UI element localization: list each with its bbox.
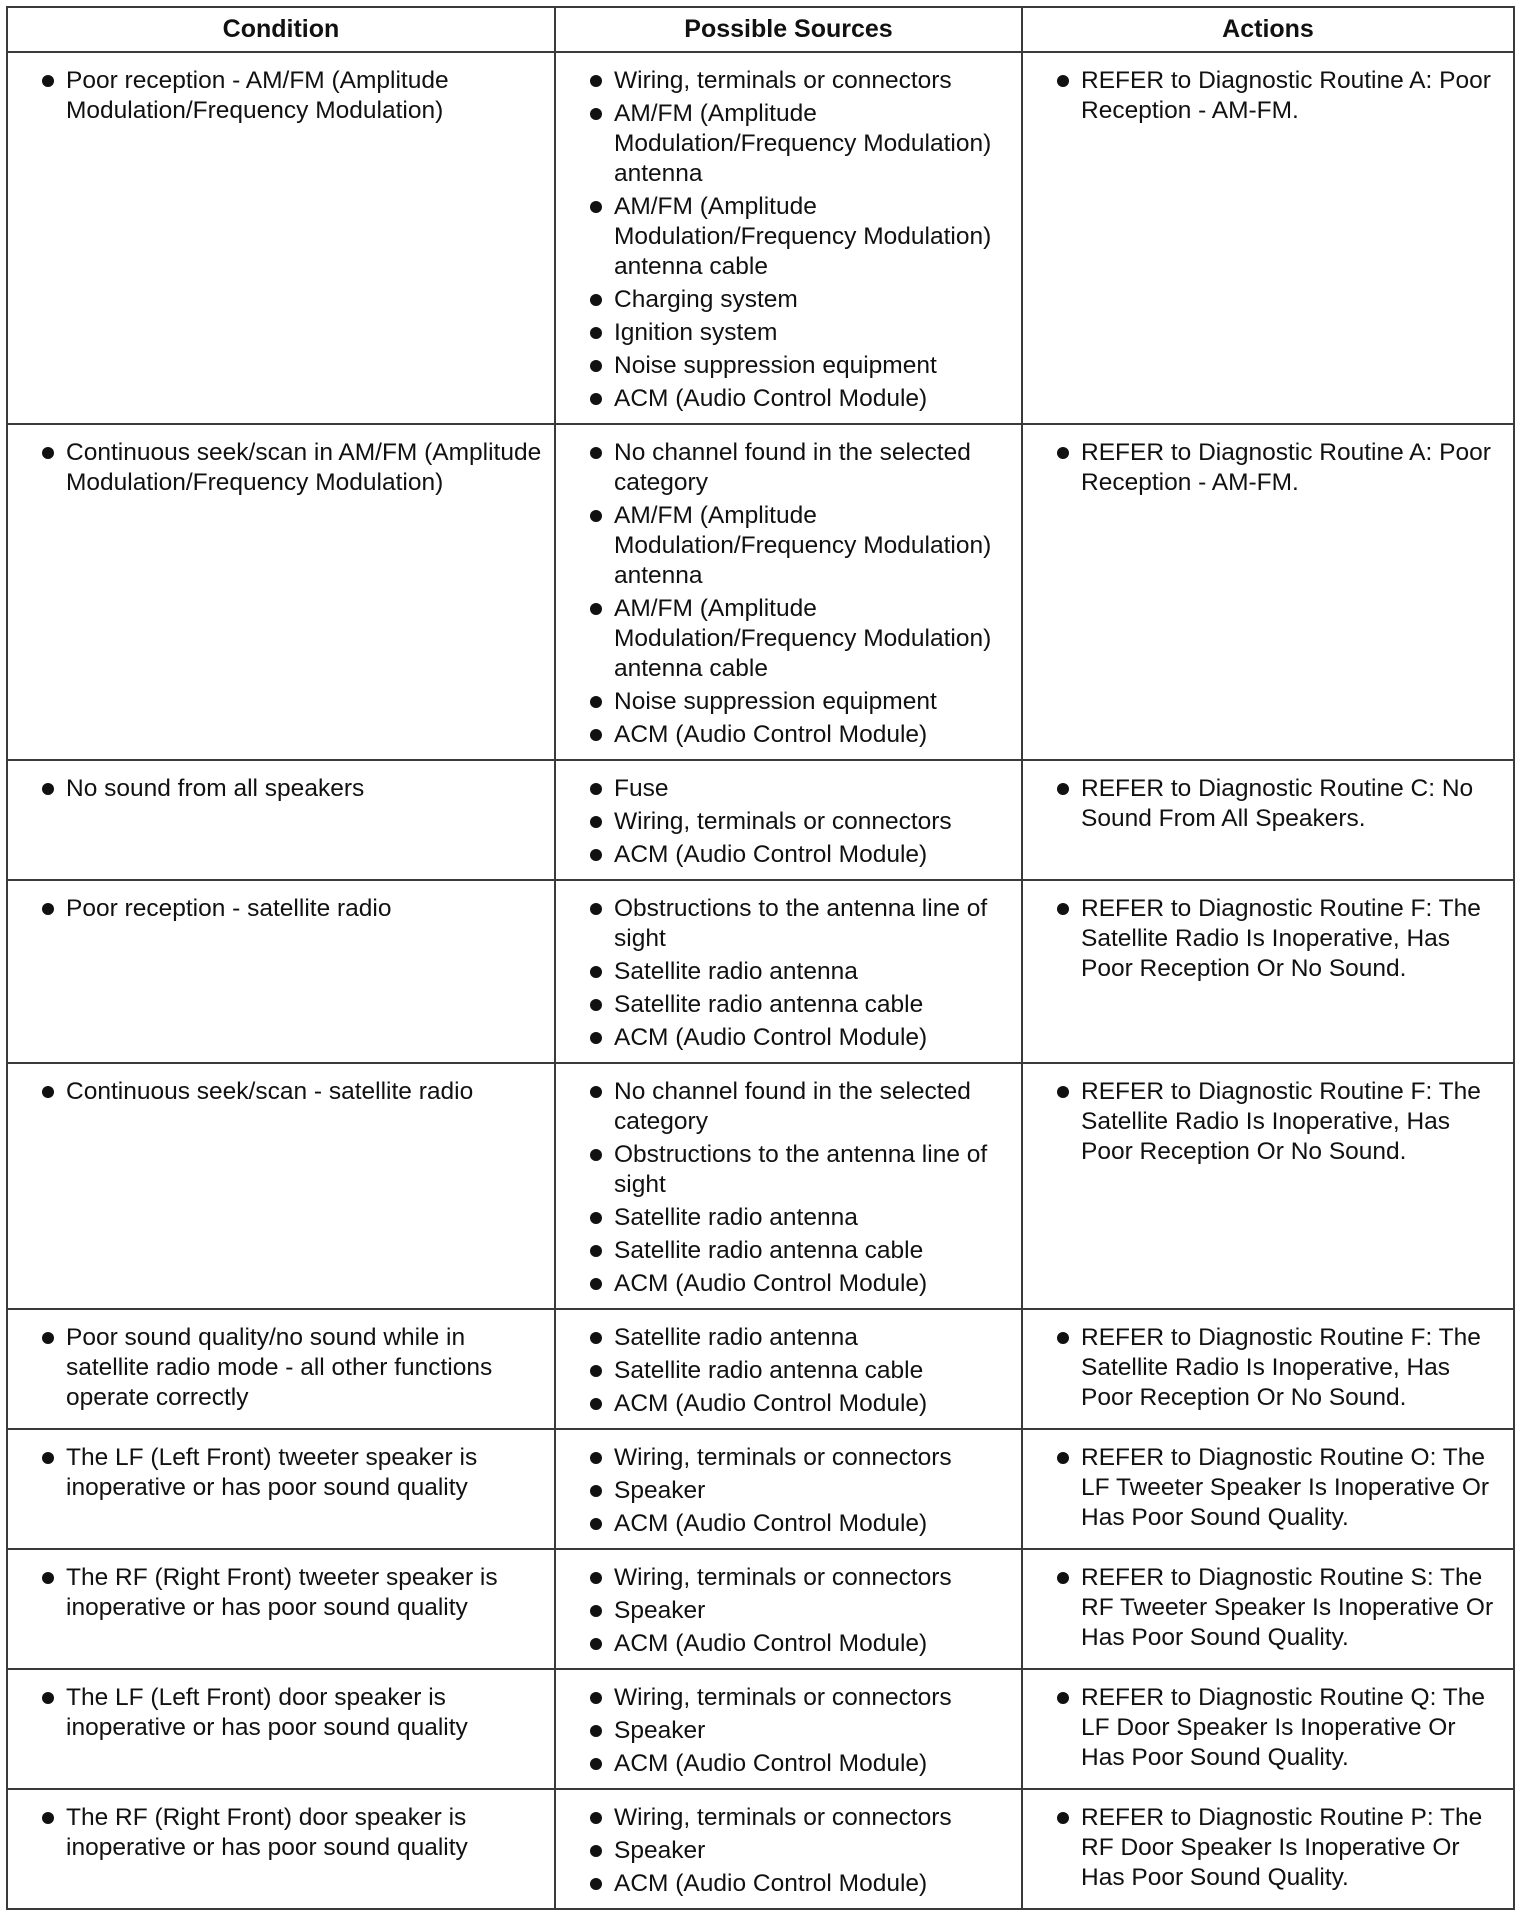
bullet-icon — [590, 1365, 602, 1377]
header-row — [7, 7, 1514, 52]
source-item-text: Speaker — [614, 1717, 706, 1744]
actions-cell — [1022, 1549, 1514, 1669]
source-item — [564, 1269, 1013, 1299]
bullet-icon — [42, 1452, 54, 1464]
table-row — [7, 760, 1514, 880]
source-item-text: Wiring, terminals or connectors — [614, 67, 952, 94]
source-item — [564, 957, 1013, 987]
condition-cell — [7, 880, 555, 1063]
bullet-list — [1031, 438, 1505, 498]
bullet-list — [16, 438, 546, 498]
condition-item-text: Continuous seek/scan in AM/FM (Amplitude Modulation/Frequency Modulation) — [66, 439, 542, 496]
source-item-text: Fuse — [614, 775, 669, 802]
condition-item — [16, 1443, 546, 1503]
source-item — [564, 1596, 1013, 1626]
bullet-icon — [1057, 1692, 1069, 1704]
source-item-text: ACM (Audio Control Module) — [614, 1024, 928, 1051]
table-row — [7, 1549, 1514, 1669]
bullet-list — [1031, 1563, 1505, 1653]
source-item — [564, 1023, 1013, 1053]
source-item — [564, 807, 1013, 837]
source-item-text: AM/FM (Amplitude Modulation/Frequency Modulation) antenna cable — [614, 193, 992, 280]
condition-item — [16, 1323, 546, 1413]
bullet-list — [564, 438, 1013, 750]
bullet-list — [1031, 1683, 1505, 1773]
bullet-list — [1031, 1443, 1505, 1533]
source-item-text: Wiring, terminals or connectors — [614, 1564, 952, 1591]
condition-item — [16, 1077, 546, 1107]
bullet-icon — [42, 447, 54, 459]
bullet-list — [16, 1803, 546, 1863]
actions-cell — [1022, 1789, 1514, 1909]
source-item — [564, 1869, 1013, 1899]
bullet-list — [564, 894, 1013, 1053]
source-item — [564, 1443, 1013, 1473]
bullet-icon — [590, 294, 602, 306]
condition-item — [16, 894, 546, 924]
bullet-icon — [1057, 1332, 1069, 1344]
bullet-list — [1031, 774, 1505, 834]
bullet-icon — [42, 1572, 54, 1584]
source-item — [564, 1803, 1013, 1833]
bullet-list — [16, 1683, 546, 1743]
source-item — [564, 192, 1013, 282]
condition-item-text: The RF (Right Front) door speaker is inoperative or has poor sound quality — [66, 1804, 468, 1861]
source-item-text: Satellite radio antenna — [614, 958, 858, 985]
source-item — [564, 720, 1013, 750]
source-item — [564, 285, 1013, 315]
sources-cell — [555, 1429, 1022, 1549]
source-item-text: AM/FM (Amplitude Modulation/Frequency Modulation) antenna — [614, 100, 992, 187]
bullet-icon — [590, 603, 602, 615]
table-row — [7, 1789, 1514, 1909]
bullet-list — [16, 66, 546, 126]
actions-cell — [1022, 1429, 1514, 1549]
table-row — [7, 52, 1514, 424]
action-item-text: REFER to Diagnostic Routine O: The LF Tweeter Speaker Is Inoperative Or Has Poor Sound Quality. — [1081, 1444, 1490, 1531]
bullet-icon — [590, 1212, 602, 1224]
header-possible-sources: Possible Sources — [555, 7, 1022, 52]
action-item — [1031, 66, 1505, 126]
actions-cell — [1022, 880, 1514, 1063]
bullet-list — [564, 66, 1013, 414]
source-item — [564, 501, 1013, 591]
source-item-text: ACM (Audio Control Module) — [614, 1510, 928, 1537]
source-item-text: ACM (Audio Control Module) — [614, 1630, 928, 1657]
source-item — [564, 66, 1013, 96]
table-row — [7, 1669, 1514, 1789]
sources-cell — [555, 1309, 1022, 1429]
action-item-text: REFER to Diagnostic Routine A: Poor Reception - AM-FM. — [1081, 67, 1491, 124]
condition-item-text: Poor sound quality/no sound while in satellite radio mode - all other functions operate correctly — [66, 1324, 493, 1411]
source-item — [564, 438, 1013, 498]
condition-cell — [7, 1063, 555, 1309]
actions-cell — [1022, 424, 1514, 760]
sources-cell — [555, 1063, 1022, 1309]
sources-cell — [555, 1669, 1022, 1789]
source-item-text: Noise suppression equipment — [614, 352, 937, 379]
bullet-icon — [1057, 783, 1069, 795]
condition-cell — [7, 1549, 555, 1669]
bullet-icon — [590, 1245, 602, 1257]
bullet-icon — [1057, 1086, 1069, 1098]
bullet-icon — [590, 360, 602, 372]
bullet-icon — [590, 108, 602, 120]
source-item-text: No channel found in the selected category — [614, 1078, 971, 1135]
condition-cell — [7, 1669, 555, 1789]
condition-item-text: No sound from all speakers — [66, 775, 365, 802]
action-item-text: REFER to Diagnostic Routine F: The Satellite Radio Is Inoperative, Has Poor Reception Or No Sound. — [1081, 1324, 1481, 1411]
source-item-text: ACM (Audio Control Module) — [614, 1390, 928, 1417]
bullet-icon — [1057, 1452, 1069, 1464]
bullet-icon — [1057, 1812, 1069, 1824]
table-row — [7, 1309, 1514, 1429]
action-item — [1031, 774, 1505, 834]
bullet-icon — [42, 1812, 54, 1824]
source-item-text: Satellite radio antenna — [614, 1204, 858, 1231]
source-item-text: Satellite radio antenna cable — [614, 1237, 924, 1264]
bullet-list — [564, 1077, 1013, 1299]
bullet-list — [16, 774, 546, 804]
bullet-icon — [590, 201, 602, 213]
bullet-list — [16, 1563, 546, 1623]
bullet-icon — [590, 696, 602, 708]
actions-cell — [1022, 1063, 1514, 1309]
condition-item — [16, 1803, 546, 1863]
source-item — [564, 318, 1013, 348]
source-item-text: Charging system — [614, 286, 798, 313]
source-item — [564, 1716, 1013, 1746]
bullet-icon — [590, 783, 602, 795]
bullet-icon — [590, 1758, 602, 1770]
source-item-text: Noise suppression equipment — [614, 688, 937, 715]
bullet-icon — [590, 729, 602, 741]
bullet-list — [16, 1077, 546, 1107]
source-item — [564, 1389, 1013, 1419]
condition-cell — [7, 1429, 555, 1549]
source-item-text: Wiring, terminals or connectors — [614, 808, 952, 835]
actions-cell — [1022, 760, 1514, 880]
source-item-text: AM/FM (Amplitude Modulation/Frequency Modulation) antenna — [614, 502, 992, 589]
bullet-icon — [590, 327, 602, 339]
sources-cell — [555, 880, 1022, 1063]
bullet-icon — [590, 1878, 602, 1890]
table-row — [7, 880, 1514, 1063]
bullet-icon — [590, 1518, 602, 1530]
actions-cell — [1022, 1309, 1514, 1429]
bullet-icon — [590, 1086, 602, 1098]
bullet-icon — [590, 1452, 602, 1464]
sources-cell — [555, 1789, 1022, 1909]
bullet-icon — [42, 903, 54, 915]
action-item-text: REFER to Diagnostic Routine F: The Satellite Radio Is Inoperative, Has Poor Reception Or No Sound. — [1081, 895, 1481, 982]
bullet-list — [1031, 1803, 1505, 1893]
action-item-text: REFER to Diagnostic Routine F: The Satellite Radio Is Inoperative, Has Poor Reception Or No Sound. — [1081, 1078, 1481, 1165]
source-item-text: ACM (Audio Control Module) — [614, 385, 928, 412]
source-item — [564, 594, 1013, 684]
action-item — [1031, 1077, 1505, 1167]
source-item-text: Wiring, terminals or connectors — [614, 1444, 952, 1471]
bullet-list — [1031, 66, 1505, 126]
actions-cell — [1022, 1669, 1514, 1789]
bullet-icon — [590, 1572, 602, 1584]
bullet-icon — [590, 966, 602, 978]
source-item-text: Speaker — [614, 1597, 706, 1624]
source-item-text: ACM (Audio Control Module) — [614, 1270, 928, 1297]
source-item — [564, 894, 1013, 954]
bullet-icon — [590, 1812, 602, 1824]
source-item-text: Obstructions to the antenna line of sight — [614, 1141, 988, 1198]
table-row — [7, 424, 1514, 760]
condition-item-text: The LF (Left Front) door speaker is inoperative or has poor sound quality — [66, 1684, 468, 1741]
source-item — [564, 1836, 1013, 1866]
action-item — [1031, 438, 1505, 498]
bullet-icon — [590, 1845, 602, 1857]
bullet-icon — [590, 1692, 602, 1704]
bullet-icon — [1057, 1572, 1069, 1584]
source-item-text: ACM (Audio Control Module) — [614, 841, 928, 868]
action-item-text: REFER to Diagnostic Routine C: No Sound From All Speakers. — [1081, 775, 1474, 832]
action-item-text: REFER to Diagnostic Routine S: The RF Tweeter Speaker Is Inoperative Or Has Poor Sound Quality. — [1081, 1564, 1494, 1651]
bullet-icon — [590, 1485, 602, 1497]
bullet-icon — [1057, 75, 1069, 87]
bullet-icon — [42, 75, 54, 87]
bullet-icon — [590, 510, 602, 522]
bullet-icon — [1057, 447, 1069, 459]
condition-cell — [7, 424, 555, 760]
bullet-icon — [590, 75, 602, 87]
bullet-icon — [590, 1278, 602, 1290]
bullet-icon — [590, 1605, 602, 1617]
source-item-text: ACM (Audio Control Module) — [614, 721, 928, 748]
source-item — [564, 1476, 1013, 1506]
bullet-list — [16, 894, 546, 924]
bullet-list — [564, 1443, 1013, 1539]
source-item — [564, 1683, 1013, 1713]
condition-item — [16, 1563, 546, 1623]
source-item — [564, 99, 1013, 189]
diagnosis-table — [6, 6, 1515, 1910]
source-item — [564, 840, 1013, 870]
bullet-icon — [590, 1725, 602, 1737]
bullet-icon — [1057, 903, 1069, 915]
header-actions: Actions — [1022, 7, 1514, 52]
sources-cell — [555, 1549, 1022, 1669]
bullet-list — [564, 1563, 1013, 1659]
condition-item-text: The RF (Right Front) tweeter speaker is inoperative or has poor sound quality — [66, 1564, 498, 1621]
bullet-icon — [590, 1332, 602, 1344]
table-body — [7, 52, 1514, 1909]
bullet-icon — [590, 1398, 602, 1410]
table-header — [7, 7, 1514, 52]
bullet-list — [564, 1683, 1013, 1779]
bullet-icon — [590, 999, 602, 1011]
action-item-text: REFER to Diagnostic Routine P: The RF Door Speaker Is Inoperative Or Has Poor Sound Quality. — [1081, 1804, 1483, 1891]
source-item — [564, 1203, 1013, 1233]
bullet-icon — [590, 1032, 602, 1044]
condition-cell — [7, 760, 555, 880]
bullet-list — [16, 1443, 546, 1503]
condition-cell — [7, 1789, 555, 1909]
bullet-list — [1031, 894, 1505, 984]
condition-item — [16, 438, 546, 498]
source-item — [564, 1236, 1013, 1266]
action-item — [1031, 894, 1505, 984]
sources-cell — [555, 424, 1022, 760]
source-item — [564, 687, 1013, 717]
source-item — [564, 1077, 1013, 1137]
bullet-icon — [590, 1638, 602, 1650]
table-row — [7, 1429, 1514, 1549]
condition-item-text: Poor reception - AM/FM (Amplitude Modulation/Frequency Modulation) — [66, 67, 449, 124]
condition-item-text: The LF (Left Front) tweeter speaker is inoperative or has poor sound quality — [66, 1444, 478, 1501]
source-item — [564, 1563, 1013, 1593]
table-row — [7, 1063, 1514, 1309]
action-item — [1031, 1563, 1505, 1653]
action-item-text: REFER to Diagnostic Routine Q: The LF Door Speaker Is Inoperative Or Has Poor Sound Quality. — [1081, 1684, 1485, 1771]
bullet-list — [16, 1323, 546, 1413]
condition-item — [16, 774, 546, 804]
sources-cell — [555, 52, 1022, 424]
source-item — [564, 1749, 1013, 1779]
condition-cell — [7, 1309, 555, 1429]
header-condition: Condition — [7, 7, 555, 52]
bullet-icon — [590, 903, 602, 915]
bullet-icon — [42, 783, 54, 795]
action-item — [1031, 1443, 1505, 1533]
action-item-text: REFER to Diagnostic Routine A: Poor Reception - AM-FM. — [1081, 439, 1491, 496]
bullet-icon — [590, 849, 602, 861]
bullet-icon — [590, 816, 602, 828]
source-item-text: ACM (Audio Control Module) — [614, 1750, 928, 1777]
source-item-text: Wiring, terminals or connectors — [614, 1684, 952, 1711]
bullet-list — [1031, 1323, 1505, 1413]
source-item — [564, 1323, 1013, 1353]
condition-item-text: Continuous seek/scan - satellite radio — [66, 1078, 474, 1105]
bullet-list — [564, 1323, 1013, 1419]
source-item — [564, 351, 1013, 381]
bullet-icon — [590, 1149, 602, 1161]
source-item — [564, 384, 1013, 414]
source-item — [564, 1509, 1013, 1539]
source-item — [564, 774, 1013, 804]
sources-cell — [555, 760, 1022, 880]
source-item — [564, 1629, 1013, 1659]
bullet-icon — [590, 447, 602, 459]
bullet-list — [1031, 1077, 1505, 1167]
source-item — [564, 1140, 1013, 1200]
condition-cell — [7, 52, 555, 424]
actions-cell — [1022, 52, 1514, 424]
source-item-text: Wiring, terminals or connectors — [614, 1804, 952, 1831]
condition-item-text: Poor reception - satellite radio — [66, 895, 392, 922]
bullet-list — [564, 774, 1013, 870]
condition-item — [16, 1683, 546, 1743]
action-item — [1031, 1683, 1505, 1773]
bullet-icon — [42, 1332, 54, 1344]
source-item-text: Ignition system — [614, 319, 778, 346]
source-item-text: Satellite radio antenna cable — [614, 991, 924, 1018]
source-item-text: ACM (Audio Control Module) — [614, 1870, 928, 1897]
source-item-text: Obstructions to the antenna line of sight — [614, 895, 988, 952]
bullet-icon — [42, 1086, 54, 1098]
source-item — [564, 1356, 1013, 1386]
action-item — [1031, 1323, 1505, 1413]
source-item-text: Satellite radio antenna cable — [614, 1357, 924, 1384]
source-item-text: AM/FM (Amplitude Modulation/Frequency Modulation) antenna cable — [614, 595, 992, 682]
bullet-icon — [42, 1692, 54, 1704]
bullet-icon — [590, 393, 602, 405]
bullet-list — [564, 1803, 1013, 1899]
action-item — [1031, 1803, 1505, 1893]
source-item-text: Speaker — [614, 1477, 706, 1504]
source-item-text: Speaker — [614, 1837, 706, 1864]
condition-item — [16, 66, 546, 126]
source-item-text: No channel found in the selected category — [614, 439, 971, 496]
source-item — [564, 990, 1013, 1020]
source-item-text: Satellite radio antenna — [614, 1324, 858, 1351]
